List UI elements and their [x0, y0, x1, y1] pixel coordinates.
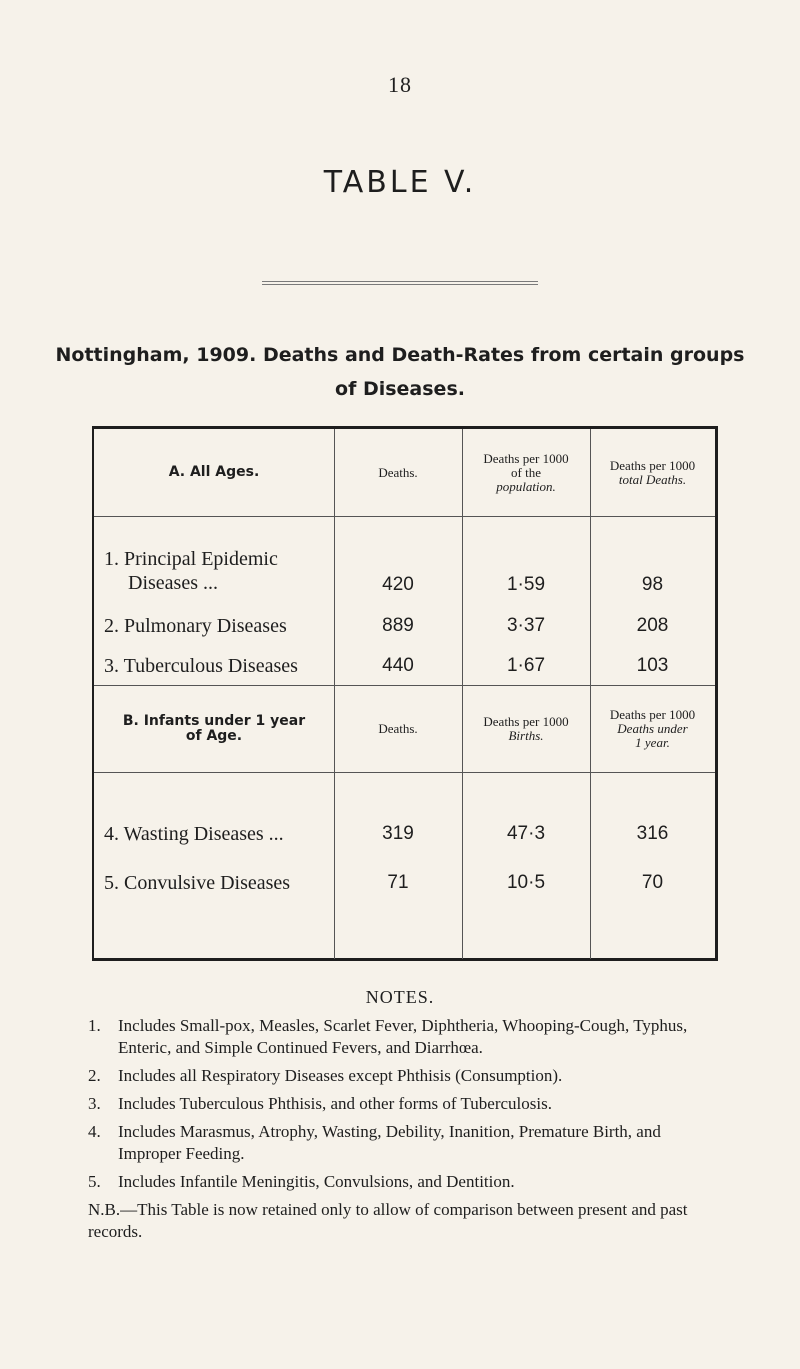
deaths-value: 71 — [387, 872, 409, 893]
col-deaths-header: Deaths. — [378, 464, 418, 480]
per-births-value: 10·5 — [506, 872, 546, 893]
note-number: 1. — [88, 1016, 101, 1035]
section-b-title-line-2: of Age. — [185, 727, 243, 744]
section-b-title-line-1: B. Infants under 1 year — [122, 712, 306, 729]
section-b-title — [94, 685, 334, 772]
nb-note — [88, 1199, 728, 1243]
heading-line-2: of Diseases. — [335, 378, 465, 400]
row-label: 2. Pulmonary Diseases — [104, 615, 287, 637]
col-per-total-line-1: Deaths per 1000 — [609, 457, 696, 473]
divider-rule — [262, 281, 538, 282]
per-under-value: 70 — [641, 872, 664, 893]
row-divider — [94, 516, 715, 517]
col-per-population-line-1: Deaths per 1000 — [483, 450, 569, 466]
col-per-total-header — [590, 429, 715, 516]
deaths-value: 319 — [382, 823, 414, 844]
deaths-value: 420 — [382, 574, 414, 595]
note-item — [88, 1093, 728, 1115]
note-item — [88, 1121, 728, 1165]
per-population-value: 3·37 — [506, 615, 546, 636]
page-number: 18 — [388, 72, 412, 97]
death-rates-table — [92, 426, 718, 961]
deaths-value: 440 — [382, 655, 414, 676]
col-per-population-line-3: population. — [496, 478, 556, 494]
divider-rule — [262, 284, 538, 285]
notes-title: NOTES. — [365, 987, 435, 1007]
nb-text: N.B.—This Table is now retained only to allow of comparison between present and past records. — [88, 1200, 688, 1241]
per-total-value: 98 — [641, 574, 664, 595]
col-per-under-line-2: Deaths under — [617, 720, 688, 736]
row-label: 5. Convulsive Diseases — [104, 872, 291, 894]
row-divider — [94, 772, 715, 773]
col-per-under-line-3: 1 year. — [635, 734, 670, 750]
notes-list — [88, 1015, 728, 1249]
per-under-value: 316 — [636, 823, 669, 844]
col-per-births-line-1: Deaths per 1000 — [483, 713, 569, 729]
per-births-value: 47·3 — [506, 823, 546, 844]
col-per-total-line-2: total Deaths. — [618, 471, 687, 487]
row-label-line-2: Diseases ... — [128, 572, 218, 594]
note-text: Includes Infantile Meningitis, Convulsions, and Dentition. — [118, 1172, 515, 1191]
row-label: 4. Wasting Diseases ... — [104, 823, 284, 845]
note-number: 3. — [88, 1094, 101, 1113]
col-per-population-header — [462, 429, 590, 516]
note-number: 2. — [88, 1066, 101, 1085]
section-a-title: A. All Ages. — [168, 464, 260, 480]
row-label-line-1: 1. Principal Epidemic — [104, 548, 278, 570]
row-label: 3. Tuberculous Diseases — [104, 655, 298, 677]
per-population-value: 1·67 — [506, 655, 546, 676]
note-number: 4. — [88, 1122, 101, 1141]
table-heading — [0, 338, 800, 406]
per-total-value: 208 — [636, 615, 669, 636]
note-text: Includes all Respiratory Diseases except Phthisis (Consumption). — [118, 1066, 563, 1085]
col-per-population-line-2: of the — [511, 464, 541, 480]
row-label — [104, 547, 332, 595]
per-total-value: 103 — [636, 655, 669, 676]
col-per-under-header — [590, 685, 715, 772]
col-per-under-line-1: Deaths per 1000 — [609, 706, 696, 722]
per-population-value: 1·59 — [506, 574, 546, 595]
col-per-births-line-2: Births. — [508, 727, 544, 743]
table-title: TABLE V. — [323, 165, 477, 200]
col-per-births-header — [462, 685, 590, 772]
note-number: 5. — [88, 1172, 101, 1191]
note-item — [88, 1171, 728, 1193]
note-text: Includes Small-pox, Measles, Scarlet Fever, Diphtheria, Whooping-Cough, Typhus, Enteric, and Simple Continued Fevers, and Diarrhœa. — [118, 1016, 688, 1057]
note-item — [88, 1065, 728, 1087]
note-text: Includes Tuberculous Phthisis, and other forms of Tuberculosis. — [118, 1094, 552, 1113]
note-text: Includes Marasmus, Atrophy, Wasting, Debility, Inanition, Premature Birth, and Improper Feeding. — [118, 1122, 661, 1163]
heading-line-1: Nottingham, 1909. Deaths and Death-Rates from certain groups — [55, 344, 745, 366]
note-item — [88, 1015, 728, 1059]
col-deaths-header: Deaths. — [378, 720, 418, 736]
deaths-value: 889 — [382, 615, 414, 636]
